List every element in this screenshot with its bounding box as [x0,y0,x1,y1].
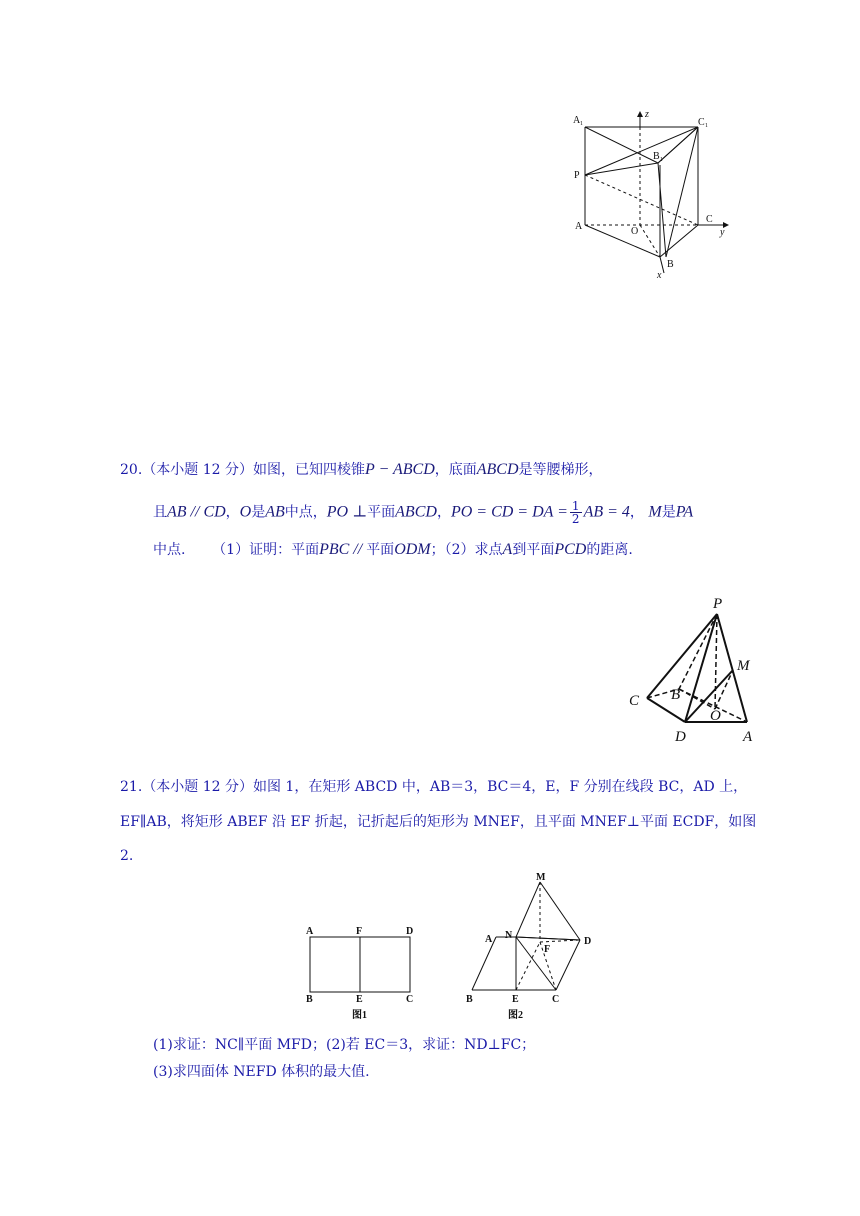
label-A1-sub: 1 [580,121,583,127]
q20-line2: 且AB // CD，O是AB中点，PO ⊥平面ABCD，PO = CD = DA = $\frac{1}{2}$ AB = 4， M是PA [153,499,694,526]
label-P: P [574,170,580,181]
pyr-label-B: B [671,687,681,703]
pyramid-figure [625,592,765,747]
q20-line1: 20.（本小题 12 分）如图，已知四棱锥P − ABCD，底面ABCD是等腰梯形， [120,461,603,478]
label-C1-sub: 1 [705,123,708,129]
q21-line3: 2. [120,848,134,864]
fraction-one-half: $\frac{1}{2}$ [571,499,580,526]
f2-label-E: E [512,994,519,1005]
label-z: z [645,109,649,120]
fold-figure [300,870,610,1025]
f1-label-B: B [306,994,313,1005]
pyr-label-P: P [713,596,723,612]
q21-line2: EF∥AB，将矩形 ABEF 沿 EF 折起，记折起后的矩形为 MNEF，且平面 MNEF⊥平面 ECDF，如图 [120,814,757,830]
label-y: y [720,227,725,238]
label-C: C [706,214,713,225]
label-x: x [657,270,662,281]
label-B1: B [653,151,660,162]
f1-label-D: D [406,926,414,937]
f2-label-N: N [505,930,513,941]
pyr-label-D: D [675,729,686,745]
pyr-label-O: O [710,708,721,724]
fig1-caption: 图1 [352,1010,367,1021]
label-B: B [667,259,674,270]
pyr-label-M: M [737,658,750,674]
label-A1: A [573,115,581,126]
label-A: A [575,221,583,232]
f2-label-B: B [466,994,473,1005]
q20-number: 20. [120,462,143,478]
label-C1: C [698,117,705,128]
f2-label-C: C [552,994,560,1005]
q20-points: （本小题 12 分） [142,462,253,478]
label-O: O [631,226,639,237]
f1-label-C: C [406,994,414,1005]
f1-label-E: E [356,994,363,1005]
f2-label-F: F [544,944,551,955]
q21-sub2: (3)求四面体 NEFD 体积的最大值. [153,1064,370,1080]
f2-label-D: D [584,936,592,947]
q20-line3: 中点. （1）证明：平面PBC // 平面ODM；（2）求点A到平面PCD的距离. [153,541,633,558]
q21-line1: 21.（本小题 12 分）如图 1，在矩形 ABCD 中，AB＝3，BC＝4，E，F 分别在线段 BC，AD 上， [120,779,748,795]
f1-label-A: A [306,926,314,937]
label-B1-sub: 1 [660,157,663,163]
f2-label-A: A [485,934,493,945]
q21-sub1: (1)求证：NC∥平面 MFD；(2)若 EC＝3，求证：ND⊥FC； [153,1037,536,1053]
pyr-label-C: C [629,693,640,709]
prism-figure [570,105,740,285]
f1-label-F: F [356,926,363,937]
fig2-caption: 图2 [508,1010,523,1021]
f2-label-M: M [536,872,546,883]
pyr-label-A: A [743,729,753,745]
